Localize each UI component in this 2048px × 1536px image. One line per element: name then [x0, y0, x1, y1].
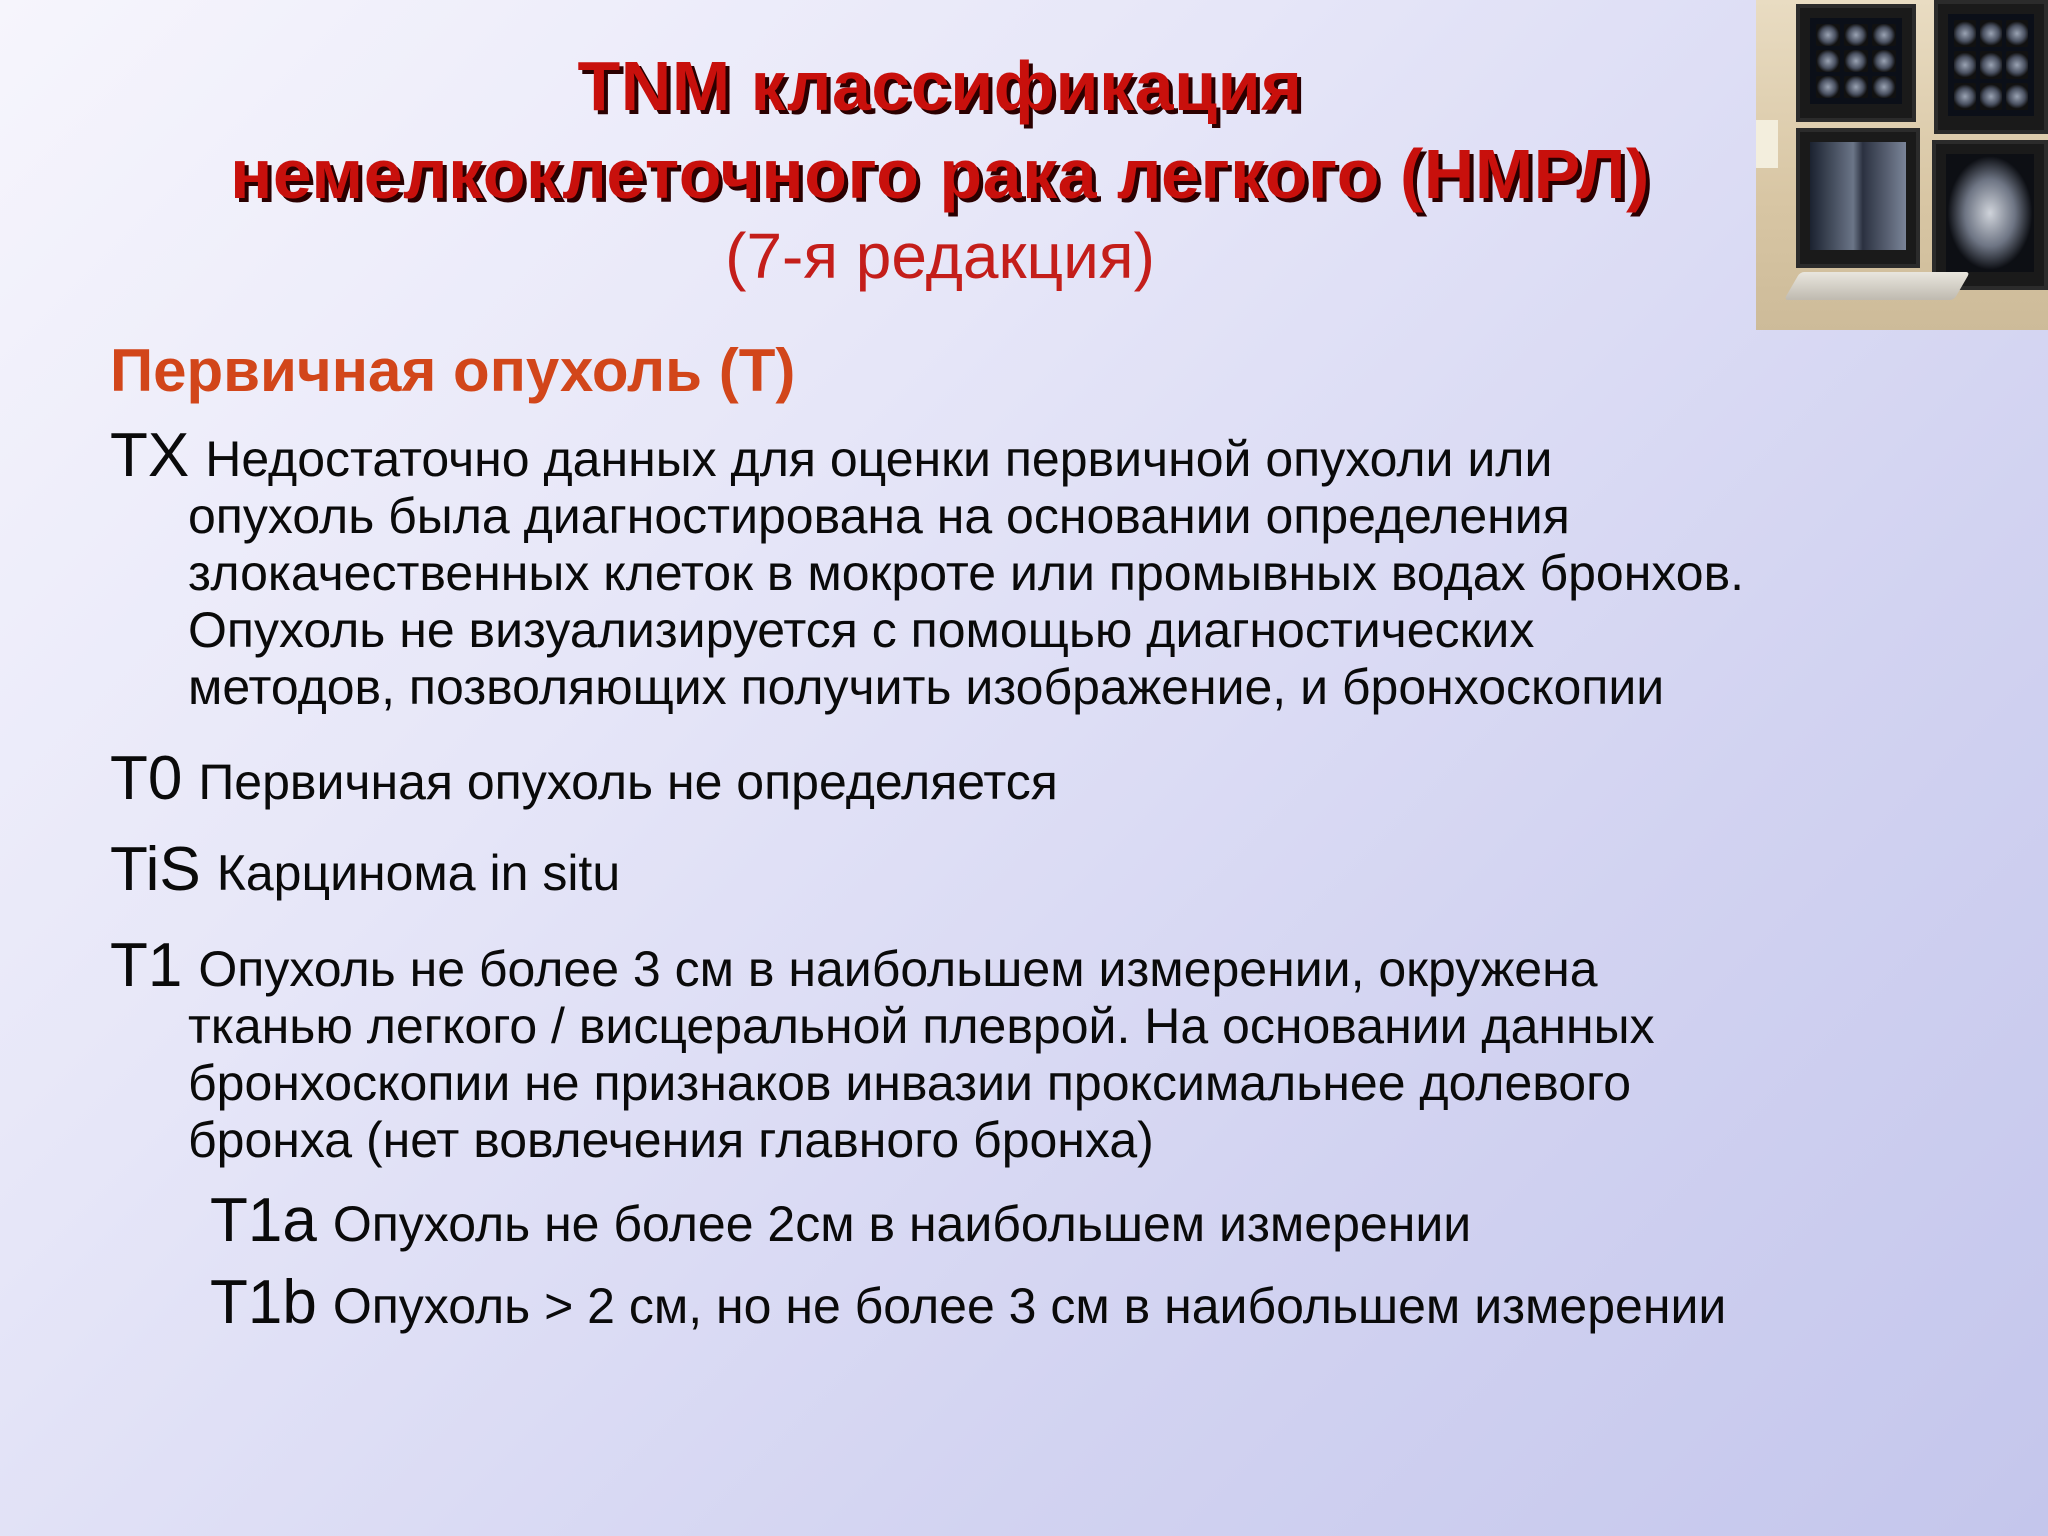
entry-text: тканью легкого / висцеральной плеврой. На основании данных: [188, 998, 1655, 1054]
entry-text: Первичная опухоль не определяется: [198, 754, 1058, 810]
entry-code: T1b: [210, 1268, 317, 1337]
entry-text: Недостаточно данных для оценки первичной опухоли или: [205, 431, 1553, 487]
title-block: [60, 42, 1820, 296]
monitor-screen-xray: [1810, 142, 1906, 250]
edition-subtitle: (7-я редакция): [725, 220, 1155, 292]
entry-text: Карцинома in situ: [216, 845, 621, 901]
section-heading: Первичная опухоль (Т): [110, 337, 796, 404]
entry-tis: [110, 835, 621, 904]
monitor-top-left: [1796, 4, 1916, 122]
entry-text: методов, позволяющих получить изображение, и бронхоскопии: [188, 659, 1665, 715]
radiology-workstation-photo: [1756, 0, 2048, 330]
entry-code: T1: [110, 931, 183, 1000]
entry-t0: [110, 744, 1058, 813]
entry-text: Опухоль не более 2см в наибольшем измерении: [332, 1196, 1472, 1252]
entry-code: TiS: [110, 835, 201, 904]
entry-text: Опухоль > 2 см, но не более 3 см в наибольшем измерении: [332, 1278, 1727, 1334]
entry-code: TX: [110, 421, 190, 490]
keyboard: [1784, 272, 1970, 300]
monitor-screen-ct: [1946, 154, 2034, 272]
monitor-bottom-left: [1796, 128, 1920, 268]
entry-text: бронхоскопии не признаков инвазии проксимальнее долевого: [188, 1055, 1632, 1111]
note-paper: [1756, 120, 1778, 168]
entry-text: опухоль была диагностирована на основании определения: [188, 488, 1570, 544]
monitor-screen-grid: [1948, 14, 2034, 116]
entry-text: Опухоль не более 3 см в наибольшем измерении, окружена: [198, 941, 1598, 997]
entry-tx: [110, 421, 1745, 716]
entry-code: T1a: [210, 1186, 317, 1255]
entry-text: злокачественных клеток в мокроте или промывных водах бронхов.: [188, 545, 1745, 601]
slide-title-line-1: TNM классификация: [577, 47, 1303, 125]
entry-t1: [110, 931, 1655, 1169]
entry-t1b: [210, 1268, 1727, 1337]
monitor-top-right: [1934, 0, 2048, 134]
entry-text: бронха (нет вовлечения главного бронха): [188, 1112, 1154, 1168]
monitor-screen-grid: [1810, 18, 1902, 104]
entry-t1a: [210, 1186, 1472, 1255]
monitor-bottom-right: [1932, 140, 2048, 290]
entry-text: Опухоль не визуализируется с помощью диагностических: [188, 602, 1535, 658]
slide-title-line-2: немелкоклеточного рака легкого (НМРЛ): [230, 135, 1650, 213]
entry-code: T0: [110, 744, 183, 813]
